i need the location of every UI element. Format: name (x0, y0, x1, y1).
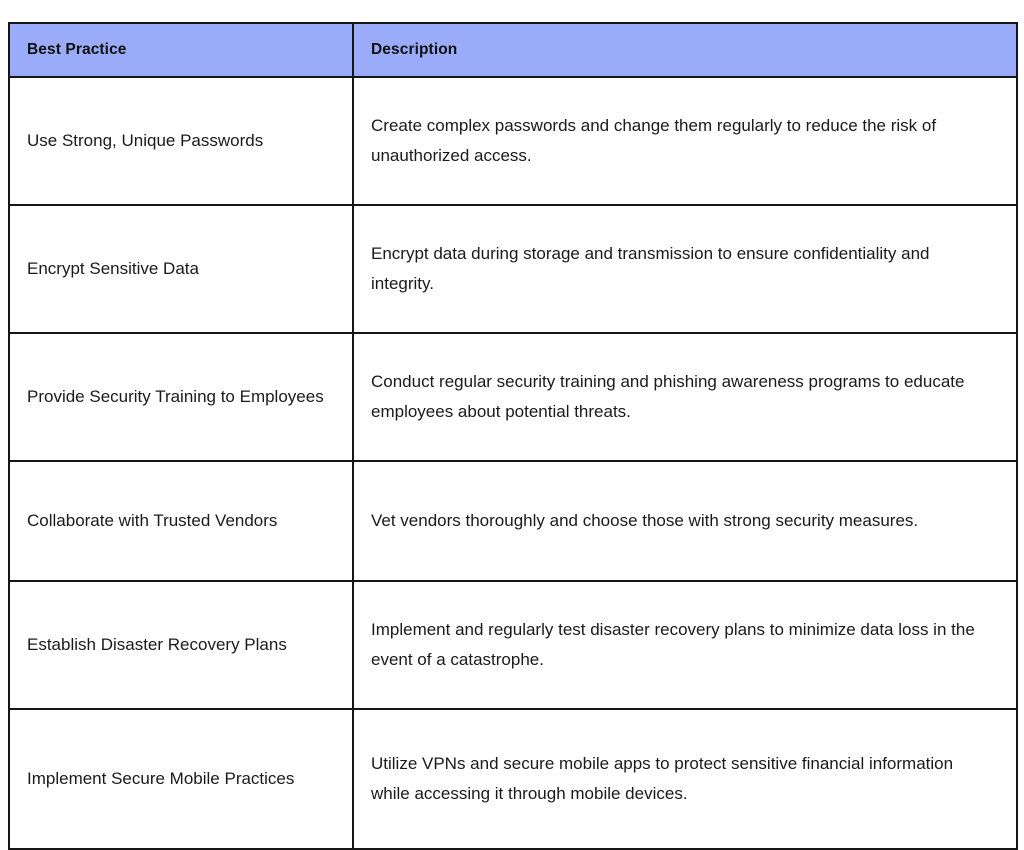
cell-best-practice: Collaborate with Trusted Vendors (9, 461, 353, 581)
cell-description: Encrypt data during storage and transmission to ensure confidentiality and integrity. (353, 205, 1017, 333)
table-row (9, 333, 1017, 461)
best-practices-table (8, 22, 1018, 850)
table-body (9, 77, 1017, 849)
cell-best-practice: Encrypt Sensitive Data (9, 205, 353, 333)
cell-description: Conduct regular security training and phishing awareness programs to educate employees about potential threats. (353, 333, 1017, 461)
table-header-row (9, 23, 1017, 77)
cell-best-practice: Implement Secure Mobile Practices (9, 709, 353, 849)
cell-description: Create complex passwords and change them regularly to reduce the risk of unauthorized access. (353, 77, 1017, 205)
cell-best-practice: Provide Security Training to Employees (9, 333, 353, 461)
table-row (9, 77, 1017, 205)
table-row (9, 709, 1017, 849)
cell-best-practice: Use Strong, Unique Passwords (9, 77, 353, 205)
cell-description: Vet vendors thoroughly and choose those with strong security measures. (353, 461, 1017, 581)
column-header-best-practice: Best Practice (9, 23, 353, 77)
cell-description: Implement and regularly test disaster recovery plans to minimize data loss in the event of a catastrophe. (353, 581, 1017, 709)
cell-description: Utilize VPNs and secure mobile apps to protect sensitive financial information while accessing it through mobile devices. (353, 709, 1017, 849)
table-header (9, 23, 1017, 77)
table-row (9, 461, 1017, 581)
table-row (9, 581, 1017, 709)
cell-best-practice: Establish Disaster Recovery Plans (9, 581, 353, 709)
column-header-description: Description (353, 23, 1017, 77)
table-row (9, 205, 1017, 333)
